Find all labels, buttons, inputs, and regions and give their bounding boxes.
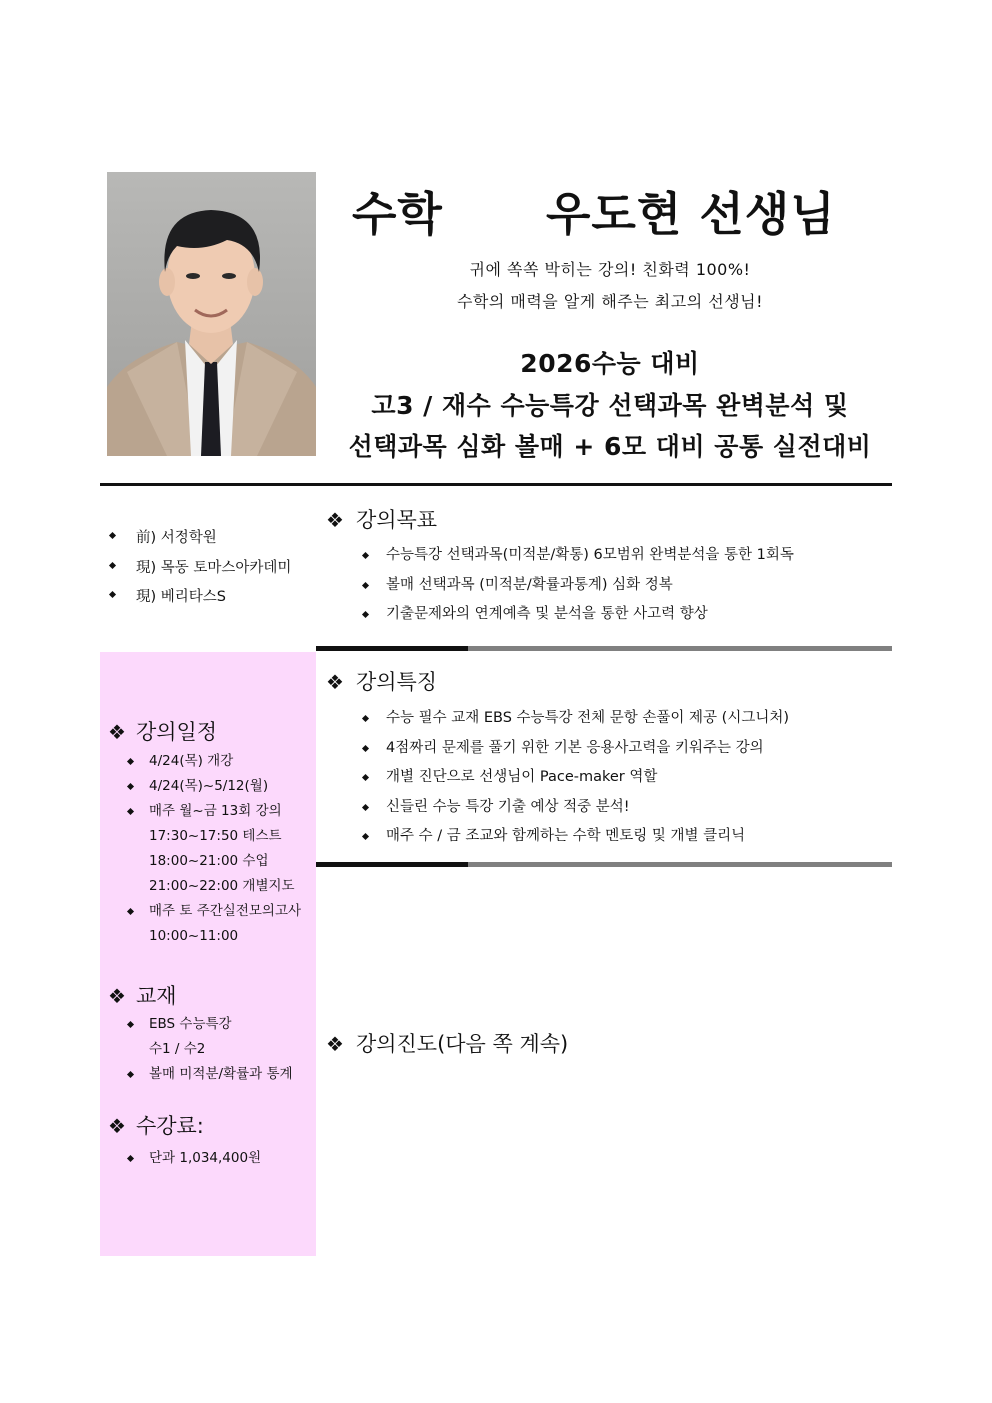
career-item: 現) 베리타스S xyxy=(108,585,318,615)
headline-2: 고3 / 재수 수능특강 선택과목 완벽분석 및 xyxy=(371,391,849,420)
diamond-bullet-icon xyxy=(362,552,369,559)
diamond-cluster-icon: ❖ xyxy=(326,670,344,694)
list-item: 단과 1,034,400원 xyxy=(124,1146,316,1171)
teacher-name: 우도현 선생님 xyxy=(546,187,836,241)
diamond-cluster-icon: ❖ xyxy=(326,1032,344,1056)
list-item: 볼매 미적분/확률과 통계 xyxy=(124,1062,316,1087)
fee-heading: ❖ 수강료: xyxy=(108,1114,204,1138)
features-list xyxy=(360,704,890,852)
diamond-bullet-icon xyxy=(362,833,369,840)
diamond-bullet-icon xyxy=(127,908,134,915)
list-item: 기출문제와의 연계예측 및 분석을 통한 사고력 향상 xyxy=(360,600,890,630)
list-item: 매주 토 주간실전모의고사 10:00~11:00 xyxy=(124,899,316,949)
list-item: 4점짜리 문제를 풀기 위한 기본 응용사고력을 키워주는 강의 xyxy=(360,734,890,764)
progress-heading: ❖ 강의진도(다음 쪽 계속) xyxy=(326,1032,569,1056)
header-divider xyxy=(100,483,892,486)
list-item: 볼매 선택과목 (미적분/확률과통계) 심화 정복 xyxy=(360,571,890,601)
diamond-bullet-icon xyxy=(127,1071,134,1078)
diamond-bullet-icon xyxy=(109,561,116,568)
list-item: 개별 진단으로 선생님이 Pace-maker 역할 xyxy=(360,763,890,793)
goals-heading: ❖ 강의목표 xyxy=(326,508,438,532)
diamond-cluster-icon: ❖ xyxy=(108,984,126,1008)
diamond-bullet-icon xyxy=(362,744,369,751)
list-item: 4/24(목) 개강 xyxy=(124,749,316,774)
diamond-bullet-icon xyxy=(362,774,369,781)
diamond-bullet-icon xyxy=(362,803,369,810)
goals-list xyxy=(360,541,890,630)
features-heading: ❖ 강의특징 xyxy=(326,670,438,694)
list-item: 신들린 수능 특강 기출 예상 적중 분석! xyxy=(360,793,890,823)
textbook-heading: ❖ 교재 xyxy=(108,984,177,1008)
diamond-cluster-icon: ❖ xyxy=(326,508,344,532)
diamond-bullet-icon xyxy=(109,532,116,539)
textbook-list xyxy=(124,1012,316,1087)
diamond-bullet-icon xyxy=(127,1021,134,1028)
list-item: 4/24(목)~5/12(월) xyxy=(124,774,316,799)
schedule-list xyxy=(124,749,316,949)
headline-1: 2026수능 대비 xyxy=(520,349,700,378)
fee-list xyxy=(124,1146,316,1171)
diamond-bullet-icon xyxy=(127,758,134,765)
diamond-bullet-icon xyxy=(127,808,134,815)
career-list xyxy=(108,526,318,615)
list-item: 수능 필수 교재 EBS 수능특강 전체 문항 손풀이 제공 (시그니처) xyxy=(360,704,890,734)
schedule-heading: ❖ 강의일정 xyxy=(108,720,218,744)
diamond-cluster-icon: ❖ xyxy=(108,1114,126,1138)
diamond-bullet-icon xyxy=(362,581,369,588)
list-item: 매주 월~금 13회 강의 17:30~17:50 테스트 18:00~21:00 수업 21:00~22:00 개별지도 xyxy=(124,799,316,899)
career-item: 現) 목동 토마스아카데미 xyxy=(108,556,318,586)
list-item: 매주 수 / 금 조교와 함께하는 수학 멘토링 및 개별 클리닉 xyxy=(360,822,890,852)
section-divider xyxy=(316,646,892,651)
list-item: EBS 수능특강 수1 / 수2 xyxy=(124,1012,316,1062)
diamond-bullet-icon xyxy=(109,591,116,598)
diamond-bullet-icon xyxy=(127,1155,134,1162)
career-item: 前) 서정학원 xyxy=(108,526,318,556)
diamond-bullet-icon xyxy=(127,783,134,790)
diamond-cluster-icon: ❖ xyxy=(108,720,126,744)
title xyxy=(330,178,890,244)
diamond-bullet-icon xyxy=(362,715,369,722)
tagline-1: 귀에 쏙쏙 박히는 강의! 친화력 100%! xyxy=(469,260,751,279)
tagline-2: 수학의 매력을 알게 해주는 최고의 선생님! xyxy=(456,292,764,311)
diamond-bullet-icon xyxy=(362,611,369,618)
course-info-sidebar xyxy=(100,652,316,1256)
section-divider xyxy=(316,862,892,867)
headline-3: 선택과목 심화 볼매 + 6모 대비 공통 실전대비 xyxy=(348,432,872,461)
list-item: 수능특강 선택과목(미적분/확통) 6모범위 완벽분석을 통한 1회독 xyxy=(360,541,890,571)
teacher-photo xyxy=(107,172,316,456)
subject-title: 수학 xyxy=(352,187,443,241)
